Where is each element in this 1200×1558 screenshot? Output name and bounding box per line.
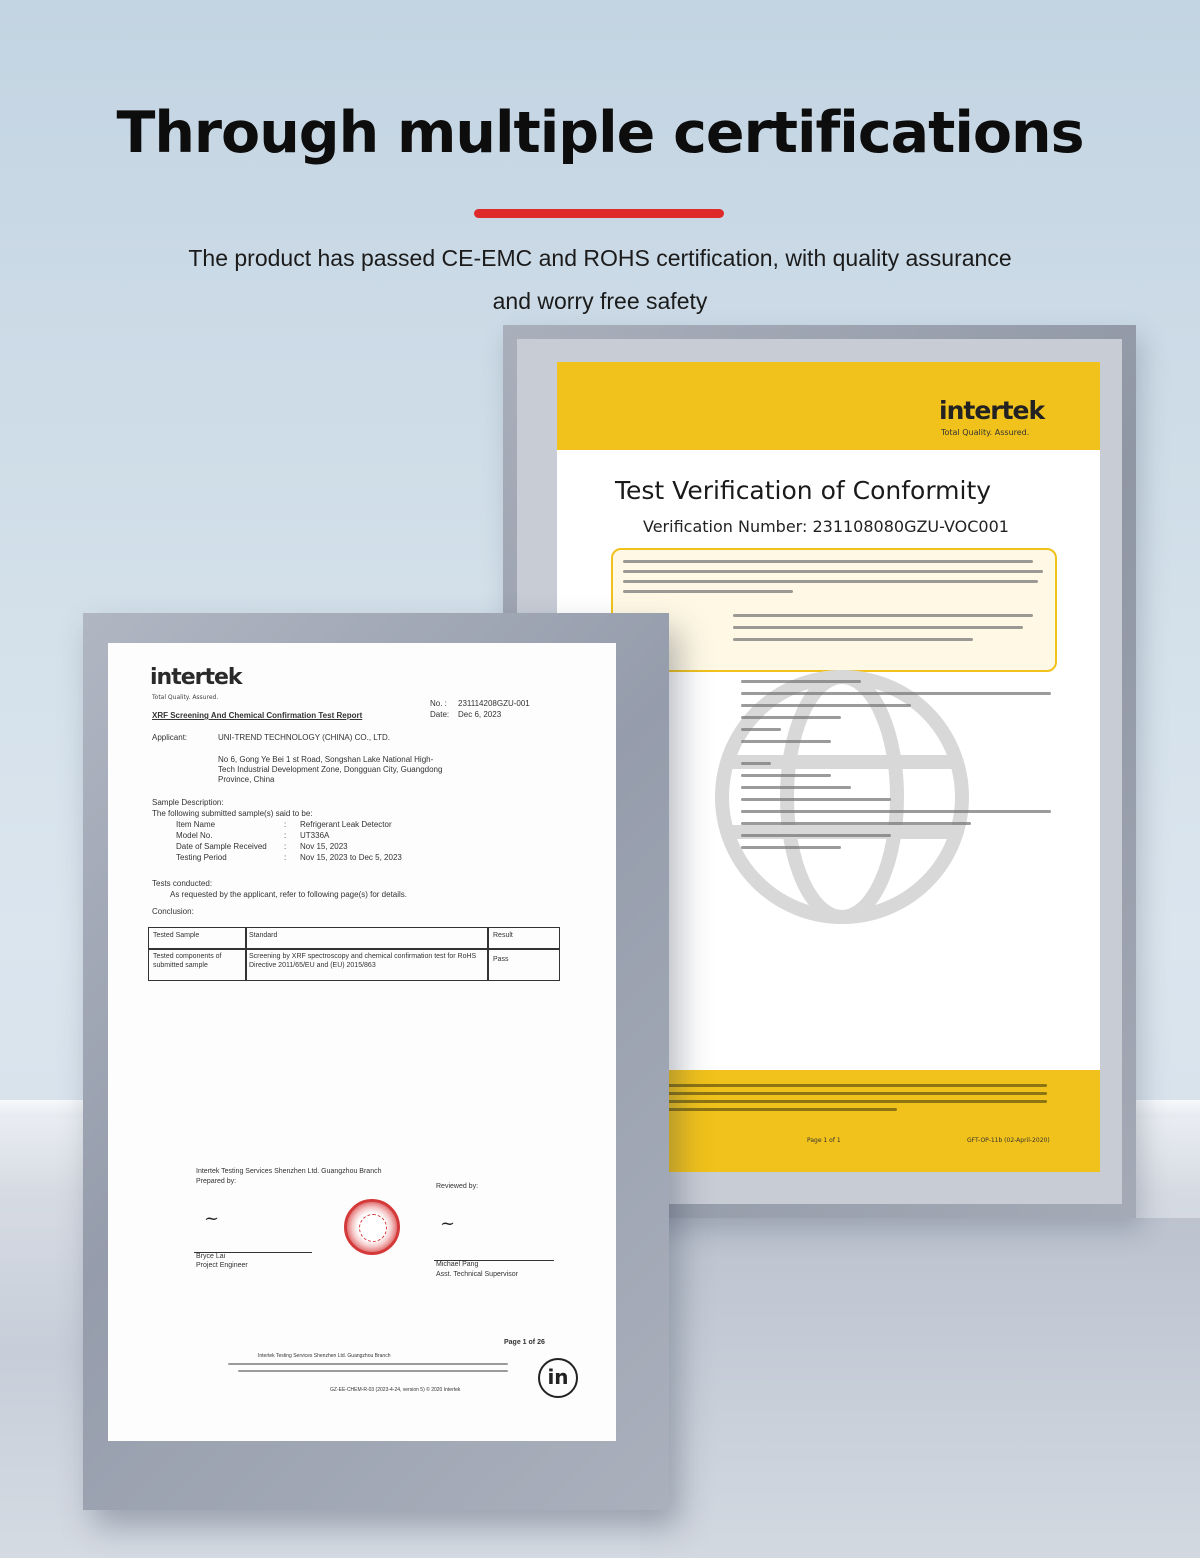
- report-date: Dec 6, 2023: [458, 710, 502, 719]
- row-colon: :: [284, 853, 287, 862]
- footer-address-line: [228, 1363, 508, 1365]
- subtitle-line-2: and worry free safety: [492, 288, 708, 314]
- address-line-1: No 6, Gong Ye Bei 1 st Road, Songshan Lake National High-: [218, 755, 434, 764]
- table-header: Tested Sample: [153, 932, 200, 939]
- footer-ref: GZ-EE-CHEM-R-03 (2023-4-24, version 5) © 2020 Intertek: [330, 1387, 461, 1393]
- sample-intro: The following submitted sample(s) said to be:: [152, 809, 313, 818]
- row-value: Nov 15, 2023: [300, 842, 348, 851]
- report-date-label: Date:: [430, 710, 450, 719]
- title-underline: [474, 209, 724, 218]
- page-title: Through multiple certifications: [116, 100, 1084, 166]
- conclusion-label: Conclusion:: [152, 907, 194, 916]
- reviewer-signature-icon: ~: [440, 1213, 456, 1234]
- row-colon: :: [284, 842, 287, 851]
- footer-address-line: [238, 1370, 508, 1372]
- report-title: XRF Screening And Chemical Confirmation Test Report: [152, 711, 363, 720]
- table-cell: Tested components of submitted sample: [153, 953, 222, 969]
- table-header: Result: [493, 932, 513, 939]
- address-line-2: Tech Industrial Development Zone, Dongguan City, Guangdong: [218, 765, 443, 774]
- conclusion-table: [148, 927, 560, 981]
- globe-watermark-icon: [697, 652, 987, 942]
- preparer-signature-icon: ~: [204, 1208, 220, 1229]
- back-form-code: GFT-OP-11b (02-April-2020): [967, 1137, 1050, 1144]
- reviewer-name: Michael Pang: [436, 1261, 479, 1268]
- table-cell: Pass: [493, 956, 509, 963]
- row-colon: :: [284, 820, 287, 829]
- address-line-3: Province, China: [218, 775, 275, 784]
- tests-conducted-label: Tests conducted:: [152, 879, 213, 888]
- reviewer-title: Asst. Technical Supervisor: [436, 1271, 518, 1278]
- intertek-logo: intertek: [150, 665, 242, 690]
- subtitle-line-1: The product has passed CE-EMC and ROHS certification, with quality assurance: [188, 245, 1012, 271]
- report-no-label: No. :: [430, 699, 447, 708]
- company-line: Intertek Testing Services Shenzhen Ltd. Guangzhou Branch: [196, 1168, 382, 1175]
- table-header: Standard: [249, 932, 278, 939]
- front-certificate: [108, 643, 616, 1441]
- row-label: Item Name: [176, 820, 216, 829]
- report-no: 231114208GZU-001: [458, 699, 530, 708]
- sample-description: Sample Description:: [152, 798, 224, 807]
- applicant-name: UNI-TREND TECHNOLOGY (CHINA) CO., LTD.: [218, 733, 391, 742]
- intertek-logo: intertek: [939, 396, 1045, 425]
- intertek-in-logo: in: [538, 1358, 578, 1398]
- verification-number: Verification Number: 231108080GZU-VOC001: [643, 517, 1009, 536]
- applicant-label: Applicant:: [152, 733, 188, 742]
- preparer-name: Bryce Lai: [196, 1253, 226, 1260]
- row-label: Testing Period: [176, 853, 227, 862]
- row-label: Date of Sample Received: [176, 842, 267, 851]
- page-number: Page 1 of 26: [504, 1339, 545, 1346]
- footer-company: Intertek Testing Services Shenzhen Ltd. Guangzhou Branch: [258, 1353, 391, 1359]
- prepared-by-label: Prepared by:: [196, 1178, 237, 1185]
- back-page-number: Page 1 of 1: [807, 1137, 841, 1144]
- intertek-tagline: Total Quality. Assured.: [152, 694, 219, 701]
- row-value: Refrigerant Leak Detector: [300, 820, 392, 829]
- table-cell: Screening by XRF spectroscopy and chemical confirmation test for RoHS Directive 2011/65/EU and (EU) 2015/863: [249, 953, 477, 969]
- preparer-title: Project Engineer: [196, 1262, 248, 1269]
- tests-conducted-text: As requested by the applicant, refer to following page(s) for details.: [170, 890, 408, 899]
- row-label: Model No.: [176, 831, 213, 840]
- row-colon: :: [284, 831, 287, 840]
- reviewed-by-label: Reviewed by:: [436, 1183, 479, 1190]
- row-value: UT336A: [300, 831, 330, 840]
- row-value: Nov 15, 2023 to Dec 5, 2023: [300, 853, 402, 862]
- certificate-title: Test Verification of Conformity: [615, 476, 992, 505]
- shelf-face: [640, 1218, 1200, 1558]
- official-seal-icon: [344, 1199, 400, 1255]
- intertek-tagline: Total Quality. Assured.: [941, 428, 1030, 437]
